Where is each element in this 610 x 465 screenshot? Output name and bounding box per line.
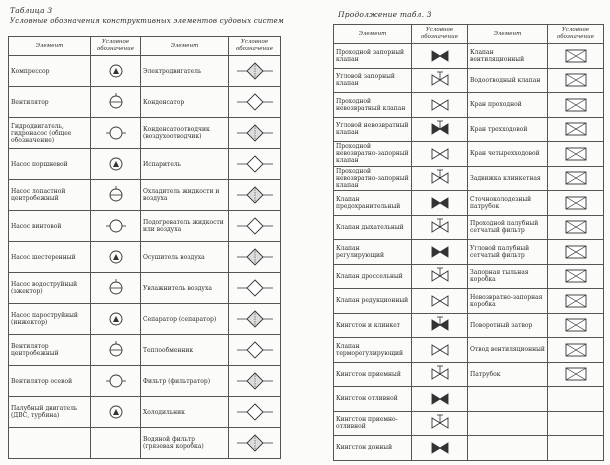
table-row [334,387,604,412]
vent-valve-icon [548,44,604,69]
table-row [9,273,281,304]
separator-icon [229,304,281,335]
table-row [334,313,604,338]
empty-cell [548,387,604,412]
stop-check-valve-icon [412,142,468,167]
element-name: Кран трехходовой [468,117,548,142]
empty-cell [91,428,141,459]
element-name: Электродвигатель [141,56,229,87]
element-name: Проходной невозвратно-запорный клапан [334,166,412,191]
empty-cell [548,436,604,461]
left-symbols-table [8,36,281,459]
globe-valve-icon [412,44,468,69]
regulating-valve-icon [412,240,468,265]
steam-jet-pump-icon [91,304,141,335]
safety-valve-icon [412,191,468,216]
element-name: Запорная тыльная коробка [468,264,548,289]
element-name: Увлажнитель воздуха [141,273,229,304]
table-row [334,289,604,314]
circle-with-triangle-icon [91,56,141,87]
right-table-caption: Продолжение табл. 3 [338,10,432,19]
element-name: Проходной палубный сетчатый фильтр [468,215,548,240]
table-row [9,211,281,242]
table-row [334,191,604,216]
table-row [334,436,604,461]
col-header-symbol: Условное обозначение [229,37,281,56]
straight-cock-icon [548,93,604,118]
element-name: Насос шестеренный [9,242,91,273]
col-header-element: Элемент [9,37,91,56]
refrigerator-icon [229,397,281,428]
element-name: Холодильник [141,397,229,428]
three-way-cock-icon [548,117,604,142]
element-name: Конденсатоотводчик (воздухоотводчик) [141,118,229,149]
element-name: Клапан терморегулирующий [334,338,412,363]
element-name: Клапан регулирующий [334,240,412,265]
intake-kingston-icon [412,362,468,387]
element-name: Невозвратно-запорная коробка [468,289,548,314]
table-row [9,335,281,366]
table-row [334,68,604,93]
intake-discharge-kingston-icon [412,411,468,436]
element-name: Насос пароструйный (инжектор) [9,304,91,335]
element-name: Гидродвигатель, гидронасос (общее обозначение) [9,118,91,149]
table-row [334,93,604,118]
angle-valve-icon [412,68,468,93]
col-header-symbol: Условное обозначение [548,25,604,44]
breather-valve-icon [412,215,468,240]
element-name: Кингстон приемно-отливной [334,411,412,436]
piston-pump-icon [91,149,141,180]
element-name: Патрубок [468,362,548,387]
element-name [9,428,91,459]
cooler-icon [229,180,281,211]
col-header-element: Элемент [468,25,548,44]
check-valve-icon [412,93,468,118]
centrifugal-pump-icon [91,180,141,211]
element-name: Клапан дроссельный [334,264,412,289]
centrifugal-fan-icon [91,335,141,366]
element-name: Вентилятор [9,87,91,118]
element-name: Теплообменник [141,335,229,366]
table-row [9,397,281,428]
element-name [468,411,548,436]
element-name: Поворотный затвор [468,313,548,338]
table-row [9,304,281,335]
left-table-title: Условные обозначения конструктивных элементов судовых систем [10,17,284,25]
heater-icon [229,211,281,242]
reducing-valve-icon [412,289,468,314]
air-dryer-icon [229,242,281,273]
element-name: Водяной фильтр (грязевая коробка) [141,428,229,459]
table-row [334,117,604,142]
element-name: Угловой запорный клапан [334,68,412,93]
element-name: Испаритель [141,149,229,180]
humidifier-icon [229,273,281,304]
element-name: Вентилятор осевой [9,366,91,397]
fan-icon [91,87,141,118]
element-name: Кингстон и клинкет [334,313,412,338]
element-name: Насос поршневой [9,149,91,180]
element-name: Кран проходной [468,93,548,118]
element-name: Угловой невозвратный клапан [334,117,412,142]
element-name: Палубный двигатель (ДВС, турбина) [9,397,91,428]
kingston-icon [412,313,468,338]
element-name: Задвижка клинкетная [468,166,548,191]
empty-cell [548,411,604,436]
deck-strainer-icon [548,215,604,240]
element-name: Водоотводный клапан [468,68,548,93]
vent-branch-icon [548,338,604,363]
element-name: Кран четырехходовой [468,142,548,167]
col-header-element: Элемент [141,37,229,56]
gear-pump-icon [91,242,141,273]
col-header-symbol: Условное обозначение [412,25,468,44]
table-row [9,366,281,397]
circle-pump-icon [91,118,141,149]
butterfly-valve-icon [548,313,604,338]
element-name: Угловой палубный сетчатый фильтр [468,240,548,265]
table-row [9,118,281,149]
element-name [468,387,548,412]
col-header-element: Элемент [334,25,412,44]
element-name: Клапан дыхательный [334,215,412,240]
table-row [9,180,281,211]
table-row [334,411,604,436]
four-way-cock-icon [548,142,604,167]
evaporator-icon [229,149,281,180]
table-row [334,338,604,363]
bottom-kingston-icon [412,436,468,461]
drain-valve-icon [548,68,604,93]
table-row [334,240,604,265]
table-row [334,142,604,167]
table-row [9,242,281,273]
element-name: Клапан редукционный [334,289,412,314]
element-name: Компрессор [9,56,91,87]
check-box-icon [548,289,604,314]
element-name: Кингстон донный [334,436,412,461]
angle-check-valve-icon [412,117,468,142]
table-row [334,44,604,69]
element-name: Насос винтовой [9,211,91,242]
element-name: Клапан предохранительный [334,191,412,216]
element-name: Подогреватель жидкости или воздуха [141,211,229,242]
right-symbols-table [333,24,604,461]
element-name: Фильтр (фильтратор) [141,366,229,397]
drain-pipe-icon [548,191,604,216]
element-name: Отвод вентиляционный [468,338,548,363]
table-row [9,56,281,87]
table-row [334,215,604,240]
element-name: Конденсатор [141,87,229,118]
element-name: Кингстон приемный [334,362,412,387]
electric-motor-icon [229,56,281,87]
heat-exchanger-icon [229,335,281,366]
col-header-symbol: Условное обозначение [91,37,141,56]
element-name: Охладитель жидкости и воздуха [141,180,229,211]
element-name: Сепаратор (сепаратор) [141,304,229,335]
deck-engine-icon [91,397,141,428]
element-name: Клапан вентиляционный [468,44,548,69]
left-table-caption: Таблица 3 [10,6,53,15]
water-jet-pump-icon [91,273,141,304]
steam-trap-icon [229,118,281,149]
screw-pump-icon [91,211,141,242]
table-row [334,362,604,387]
element-name: Осушитель воздуха [141,242,229,273]
condenser-icon [229,87,281,118]
table-row [9,87,281,118]
element-name: Проходной запорный клапан [334,44,412,69]
element-name: Насос водоструйный (эжектор) [9,273,91,304]
element-name: Кингстон отливной [334,387,412,412]
discharge-kingston-icon [412,387,468,412]
axial-fan-icon [91,366,141,397]
element-name: Проходной невозвратный клапан [334,93,412,118]
element-name: Сточноколодезный патрубок [468,191,548,216]
throttle-valve-icon [412,264,468,289]
angle-strainer-icon [548,240,604,265]
table-row [9,149,281,180]
element-name: Насос лопастной центробежный [9,180,91,211]
filter-icon [229,366,281,397]
table-row [9,428,281,459]
element-name [468,436,548,461]
table-row [334,264,604,289]
water-filter-icon [229,428,281,459]
element-name: Вентилятор центробежный [9,335,91,366]
branch-pipe-icon [548,362,604,387]
stop-check-valve-2-icon [412,166,468,191]
thermostatic-valve-icon [412,338,468,363]
gate-valve-icon [548,166,604,191]
table-row [334,166,604,191]
element-name: Проходной невозвратно-запорный клапан [334,142,412,167]
stop-box-icon [548,264,604,289]
